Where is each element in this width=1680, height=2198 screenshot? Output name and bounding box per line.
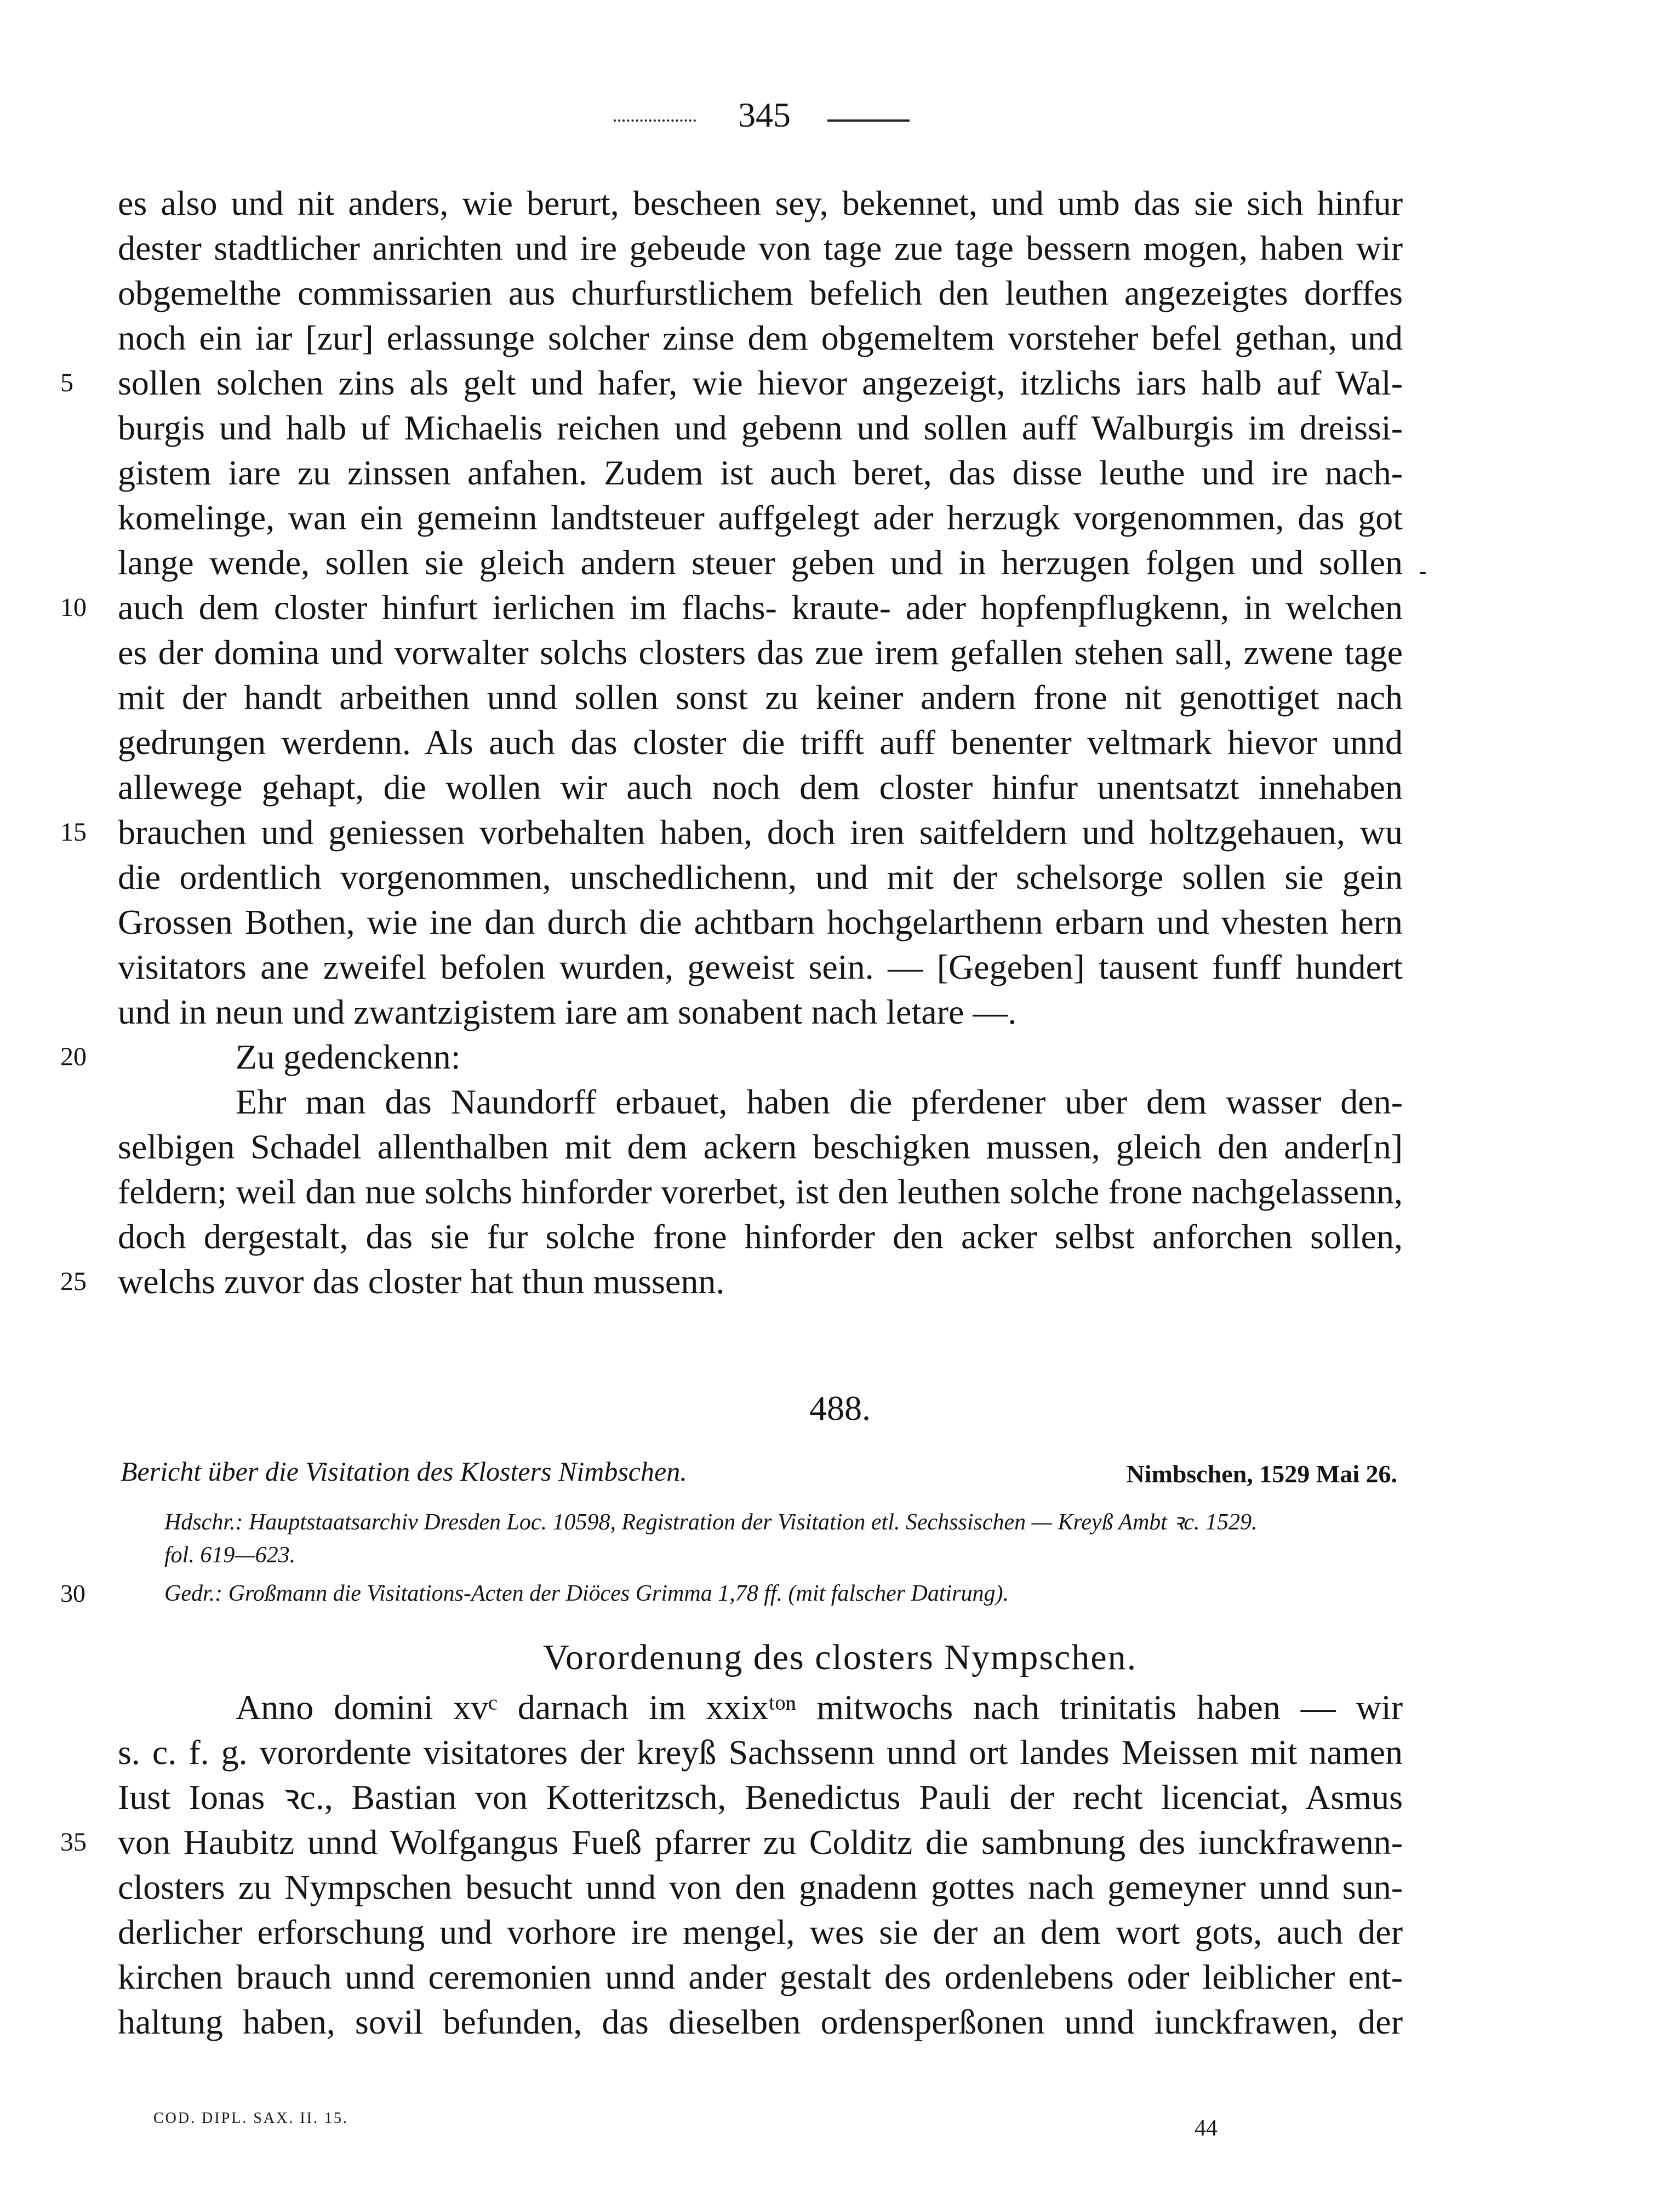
text-line: von Haubitz unnd Wolfgangus Fueß pfarrer zu Colditz die sambnung des iunckfrawenn-	[118, 1823, 1403, 1862]
text-line: und in neun und zwantzigistem iare am sonabent nach letare —.	[118, 992, 1017, 1031]
section-heading: Vorordenung des closters Nympschen.	[542, 1637, 1138, 1677]
source-manuscript: Hdschr.: Hauptstaatsarchiv Dresden Loc. 10598, Registration der Visitation etl. Sechssischen — Kreyß Ambt ꝛc. 1529.	[164, 1510, 1258, 1535]
page-header	[0, 88, 1680, 148]
text-line: s. c. f. g. vorordente visitatores der kreyß Sachssenn unnd ort landes Meissen mit namen	[118, 1733, 1403, 1772]
footer-signature: COD. DIPL. SAX. II. 15.	[153, 2110, 348, 2127]
text-line: gistem iare zu zinssen anfahen. Zudem ist auch beret, das disse leuthe und ire nach-	[118, 453, 1403, 492]
text-line: visitators ane zweifel befolen wurden, geweist sein. — [Gegeben] tausent funff hundert	[118, 947, 1403, 986]
text-line: lange wende, sollen sie gleich andern steuer geben und in herzugen folgen und sollen	[118, 543, 1403, 582]
line-number: 20	[60, 1042, 87, 1071]
source-print: Gedr.: Großmann die Visitations-Acten der Diöces Grimma 1,78 ff. (mit falscher Datirung).	[164, 1581, 1009, 1606]
line-number: 25	[60, 1267, 87, 1296]
document-title: Bericht über die Visitation des Klosters Nimbschen.	[121, 1456, 687, 1487]
text-line: mit der handt arbeithen unnd sollen sonst zu keiner andern frone nit genottiget nach	[118, 678, 1403, 717]
text-line: sollen solchen zins als gelt und hafer, wie hievor angezeigt, itzlichs iars halb auf Wal-	[118, 363, 1403, 402]
line-number: 5	[60, 368, 73, 397]
header-rule-left	[614, 119, 696, 122]
document-place-date: Nimbschen, 1529 Mai 26.	[1126, 1460, 1397, 1488]
text-line: Ehr man das Naundorff erbauet, haben die pferdener uber dem wasser den-	[236, 1082, 1403, 1121]
text-line: Grossen Bothen, wie ine dan durch die achtbarn hochgelarthenn erbarn und vhesten hern	[118, 903, 1403, 941]
document-number: 488.	[809, 1389, 871, 1428]
header-rule-right	[827, 119, 910, 122]
text-line: selbigen Schadel allenthalben mit dem ackern beschigken mussen, gleich den ander[n]	[118, 1127, 1403, 1166]
note-heading: Zu gedenckenn:	[236, 1037, 461, 1076]
text-line: es also und nit anders, wie berurt, bescheen sey, bekennet, und umb das sie sich hinfur	[118, 184, 1403, 222]
line-number: 10	[60, 593, 87, 622]
text-line: closters zu Nympschen besucht unnd von den gnadenn gottes nach gemeyner unnd sun-	[118, 1868, 1403, 1906]
text-line: haltung haben, sovil befunden, das dieselben ordensperßonen unnd iunckfrawen, der	[118, 2002, 1403, 2041]
text-line: Anno domini xvᶜ darnach im xxixᵗᵒⁿ mitwochs nach trinitatis haben — wir	[236, 1688, 1403, 1727]
text-line: allewege gehapt, die wollen wir auch noch dem closter hinfur unentsatzt innehaben	[118, 768, 1403, 807]
text-line: es der domina und vorwalter solchs closters das zue irem gefallen stehen sall, zwene tage	[118, 633, 1403, 672]
text-line: Iust Ionas ꝛc., Bastian von Kotteritzsch, Benedictus Pauli der recht licenciat, Asmus	[118, 1778, 1403, 1817]
text-line: kirchen brauch unnd ceremonien unnd ander gestalt des ordenlebens oder leiblicher ent-	[118, 1957, 1403, 1996]
text-line: noch ein iar [zur] erlassunge solcher zinse dem obgemeltem vorsteher befel gethan, und	[118, 318, 1403, 357]
text-line: komelinge, wan ein gemeinn landtsteuer auffgelegt ader herzugk vorgenommen, das got	[118, 498, 1403, 537]
margin-mark: ‐	[1419, 558, 1427, 583]
text-line: auch dem closter hinfurt ierlichen im flachs- kraute- ader hopfenpflugkenn, in welchen	[118, 588, 1403, 627]
line-number: 30	[60, 1579, 85, 1607]
text-line: derlicher erforschung und vorhore ire mengel, wes sie der an dem wort gots, auch der	[118, 1912, 1403, 1951]
page-number: 345	[738, 95, 791, 134]
text-line: burgis und halb uf Michaelis reichen und gebenn und sollen auff Walburgis im dreissi-	[118, 408, 1403, 447]
text-line: obgemelthe commissarien aus churfurstlichem befelich den leuthen angezeigtes dorffes	[118, 273, 1403, 312]
line-number: 35	[60, 1828, 87, 1857]
footer-sheet-number: 44	[1195, 2116, 1218, 2141]
text-line: feldern; weil dan nue solchs hinforder vorerbet, ist den leuthen solche frone nachgelassenn,	[118, 1172, 1403, 1211]
line-number: 15	[60, 818, 87, 847]
text-line: dester stadtlicher anrichten und ire gebeude von tage zue tage bessern mogen, haben wir	[118, 229, 1403, 267]
text-line: doch dergestalt, das sie fur solche frone hinforder den acker selbst anforchen sollen,	[118, 1217, 1403, 1256]
text-line: gedrungen werdenn. Als auch das closter die trifft auff benenter veltmark hievor unnd	[118, 723, 1403, 762]
text-line: brauchen und geniessen vorbehalten haben, doch iren saitfeldern und holtzgehauen, wu	[118, 813, 1403, 852]
text-line: die ordentlich vorgenommen, unschedlichenn, und mit der schelsorge sollen sie gein	[118, 858, 1403, 897]
text-line: welchs zuvor das closter hat thun mussenn.	[118, 1262, 725, 1301]
source-folio: fol. 619—623.	[164, 1543, 296, 1568]
